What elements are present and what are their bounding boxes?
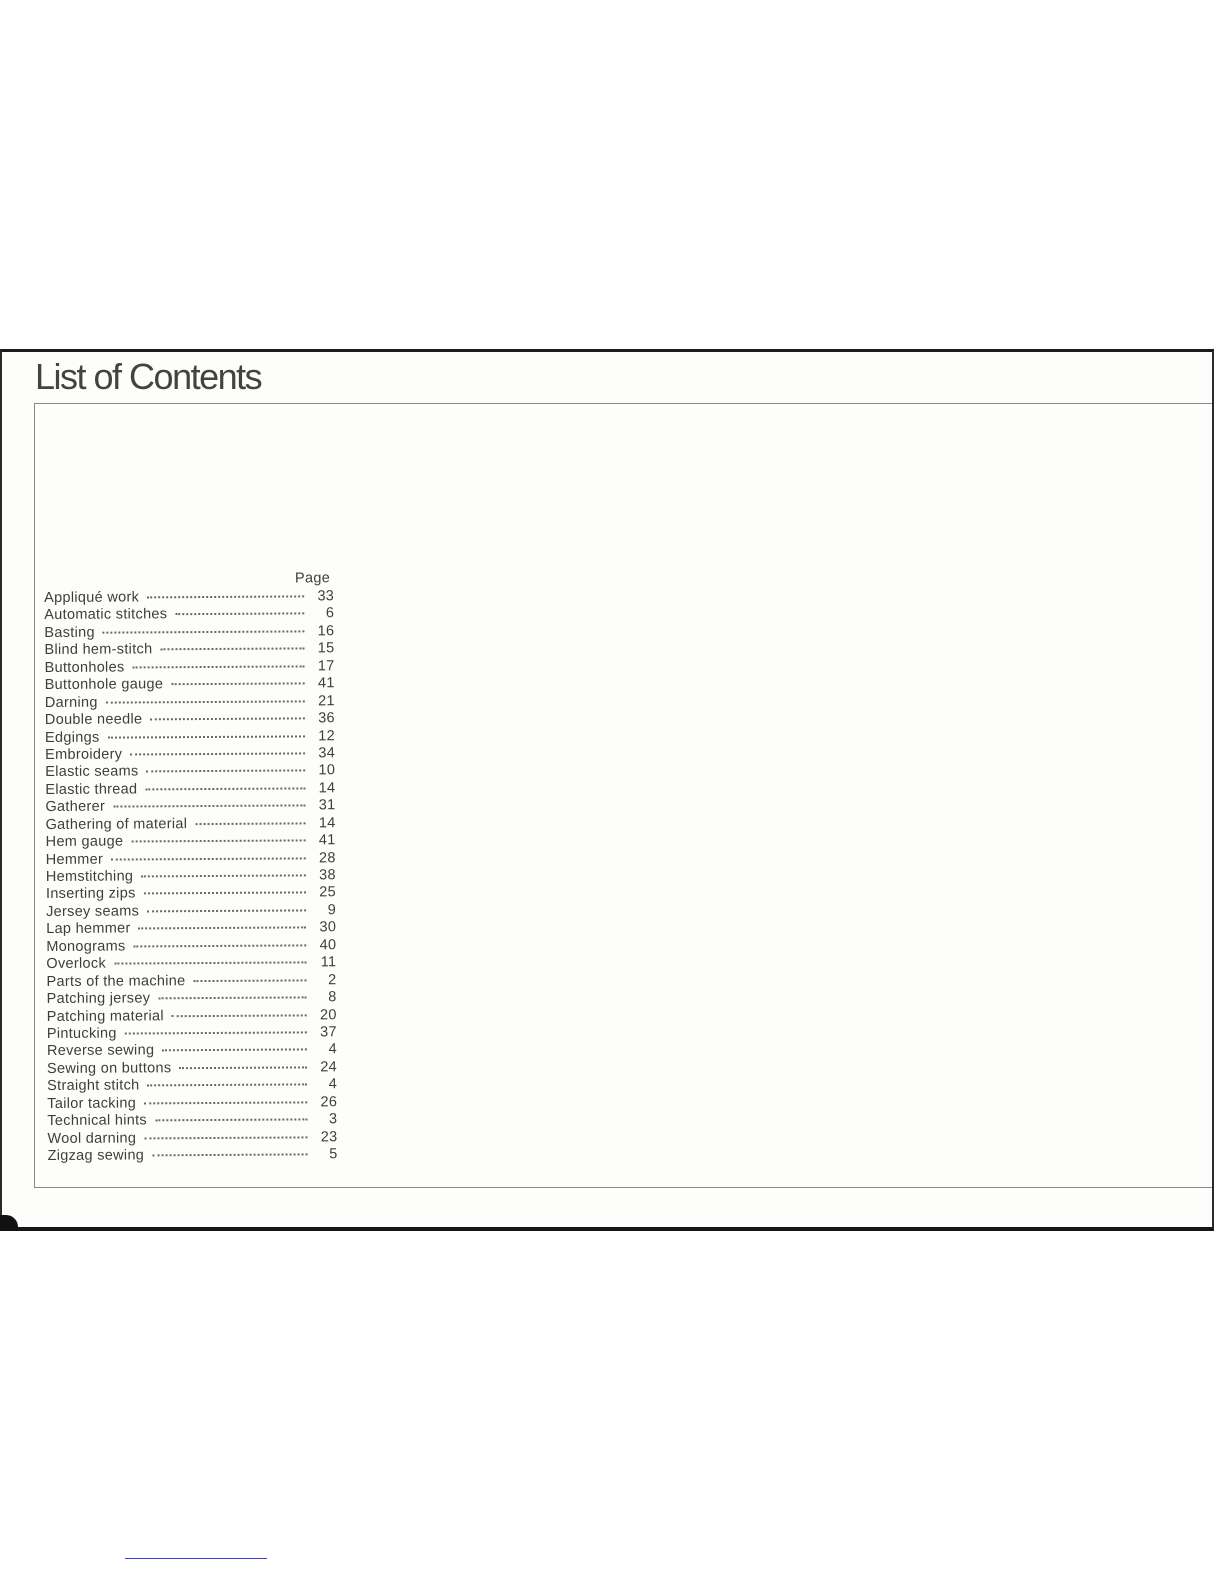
toc-entry-page: 14	[318, 814, 336, 832]
dot-leader	[147, 909, 306, 912]
toc-entry-label: Hem gauge	[45, 833, 124, 851]
toc-entry-page: 17	[317, 657, 335, 675]
toc-entry-label: Tailor tacking	[47, 1095, 137, 1112]
toc-entry-page: 25	[319, 884, 337, 901]
dot-leader	[171, 683, 305, 686]
dot-leader	[130, 752, 305, 755]
toc-entry-page: 38	[319, 867, 336, 884]
toc-entry	[46, 885, 336, 904]
dot-leader	[152, 1153, 307, 1156]
toc-entry-page: 6	[325, 605, 335, 622]
dot-leader	[158, 996, 306, 999]
toc-entry	[45, 797, 335, 816]
toc-entry-page: 10	[318, 762, 336, 779]
toc-entry-page: 4	[328, 1076, 338, 1093]
toc-entry	[44, 623, 334, 642]
toc-entry-page: 16	[317, 623, 335, 640]
toc-entry-label: Buttonhole gauge	[44, 676, 164, 694]
toc-entry-page: 5	[329, 1146, 338, 1163]
toc-entry	[46, 937, 336, 956]
toc-entry	[47, 1111, 337, 1130]
dot-leader	[103, 630, 305, 633]
dot-leader	[131, 840, 305, 843]
toc-entry-page: 20	[319, 1006, 337, 1023]
toc-entry-label: Reverse sewing	[46, 1042, 155, 1060]
toc-entry-page: 23	[320, 1128, 338, 1145]
toc-entry-label: Parts of the machine	[46, 972, 186, 990]
toc-entry-page: 3	[328, 1111, 338, 1128]
toc-entry	[47, 1094, 337, 1113]
toc-entry-label: Gatherer	[45, 798, 106, 816]
toc-entry	[45, 728, 335, 747]
toc-entry	[47, 1129, 337, 1148]
toc-entry-page: 21	[318, 692, 335, 709]
toc-entry-page: 24	[320, 1059, 338, 1076]
dot-leader	[106, 700, 305, 703]
dot-leader	[160, 648, 304, 651]
toc-entry	[46, 954, 336, 973]
toc-entries	[44, 588, 338, 1165]
toc-entry	[46, 832, 336, 851]
toc-entry	[45, 675, 335, 694]
toc-entry	[46, 902, 336, 921]
toc-entry-label: Monograms	[46, 938, 126, 955]
dot-leader	[132, 665, 304, 668]
toc-entry-label: Jersey seams	[46, 903, 140, 920]
toc-entry	[46, 920, 336, 939]
toc-entry-label: Inserting zips	[45, 885, 136, 903]
toc-entry	[44, 588, 334, 607]
toc-entry-page: 28	[318, 849, 336, 866]
dot-leader	[147, 1084, 307, 1087]
toc-entry-page: 4	[328, 1041, 337, 1058]
toc-entry-label: Patching jersey	[46, 990, 151, 1008]
toc-entry-label: Gathering of material	[45, 815, 188, 833]
dot-leader	[144, 1136, 307, 1139]
dot-leader	[195, 822, 305, 825]
toc-entry	[45, 745, 335, 764]
dot-leader	[147, 595, 304, 598]
toc-entry-label: Buttonholes	[44, 659, 125, 676]
dot-leader	[175, 613, 304, 616]
toc-entry	[45, 658, 335, 677]
toc-entry-page: 34	[318, 745, 336, 762]
toc-entry	[47, 1042, 337, 1061]
toc-entry	[46, 850, 336, 869]
toc-entry-label: Appliqué work	[44, 589, 140, 606]
toc-entry-label: Hemmer	[45, 851, 104, 868]
toc-entry-page: 8	[328, 989, 337, 1006]
toc-entry-page: 41	[318, 832, 336, 849]
toc-entry-page: 36	[318, 710, 335, 727]
toc-entry-label: Automatic stitches	[44, 606, 168, 624]
toc-entry-page: 33	[317, 588, 335, 605]
toc-entry-label: Hemstitching	[45, 868, 134, 885]
toc-entry	[45, 763, 335, 782]
dot-leader	[147, 770, 306, 773]
toc-entry-label: Zigzag sewing	[47, 1147, 145, 1164]
toc-entry-label: Overlock	[46, 955, 107, 973]
toc-entry-page: 11	[320, 954, 337, 971]
dot-leader	[144, 1101, 307, 1104]
page-title: List of Contents	[35, 356, 262, 397]
dot-leader	[114, 962, 306, 965]
toc-entry-page: 40	[319, 936, 337, 954]
toc-entry	[44, 641, 334, 660]
toc-entry-label: Blind hem-stitch	[44, 641, 153, 659]
toc-entry-page: 30	[319, 919, 337, 936]
toc-entry-label: Darning	[44, 694, 98, 711]
toc-entry	[45, 693, 335, 712]
dot-leader	[162, 1049, 307, 1052]
table-of-contents	[44, 570, 338, 1165]
toc-entry-label: Straight stitch	[47, 1077, 140, 1095]
toc-entry	[47, 989, 337, 1008]
toc-entry-label: Basting	[44, 624, 95, 641]
toc-entry-page: 2	[328, 971, 337, 988]
toc-entry	[46, 867, 336, 886]
toc-entry	[44, 606, 334, 625]
toc-entry	[47, 1007, 337, 1026]
toc-entry-page: 26	[320, 1093, 338, 1111]
toc-entry-label: Patching material	[46, 1007, 164, 1025]
toc-entry-label: Wool darning	[47, 1130, 137, 1147]
toc-entry-page: 37	[320, 1024, 337, 1041]
dot-leader	[155, 1119, 307, 1122]
toc-entry-page: 15	[317, 640, 335, 657]
dot-leader	[141, 874, 306, 877]
toc-entry	[47, 1024, 337, 1043]
toc-entry-label: Sewing on buttons	[46, 1060, 172, 1077]
dot-leader	[179, 1066, 307, 1069]
toc-entry	[45, 780, 335, 799]
dot-leader	[134, 944, 307, 947]
toc-entry-page: 41	[317, 675, 335, 692]
scan-corner-shadow	[0, 1215, 18, 1231]
toc-entry-page: 12	[318, 727, 336, 744]
toc-entry	[48, 1146, 338, 1165]
toc-entry	[47, 1059, 337, 1078]
toc-entry-page: 9	[327, 902, 337, 919]
toc-entry-page: 14	[318, 780, 336, 797]
toc-entry	[46, 972, 336, 991]
toc-entry-label: Technical hints	[47, 1112, 148, 1130]
toc-entry	[47, 1076, 337, 1095]
toc-entry-label: Double needle	[44, 711, 143, 729]
toc-entry-label: Elastic seams	[45, 763, 139, 781]
toc-entry	[45, 710, 335, 729]
dot-leader	[144, 892, 306, 895]
page-column-header: Page	[294, 570, 331, 587]
toc-entry-label: Pintucking	[46, 1025, 117, 1042]
dot-leader	[113, 805, 305, 808]
dot-leader	[150, 717, 305, 720]
toc-entry-label: Elastic thread	[45, 781, 138, 798]
toc-entry-label: Edgings	[44, 729, 100, 746]
dot-leader	[145, 787, 305, 790]
dot-leader	[125, 1031, 307, 1034]
toc-entry-label: Lap hemmer	[46, 920, 131, 938]
dot-leader	[193, 979, 306, 982]
dot-leader	[139, 927, 307, 930]
toc-entry	[45, 815, 335, 834]
toc-entry-label: Embroidery	[45, 746, 123, 763]
dot-leader	[172, 1014, 307, 1017]
dot-leader	[108, 735, 306, 738]
toc-entry-page: 31	[318, 797, 336, 814]
bottom-rule	[125, 1558, 267, 1559]
dot-leader	[111, 857, 306, 860]
